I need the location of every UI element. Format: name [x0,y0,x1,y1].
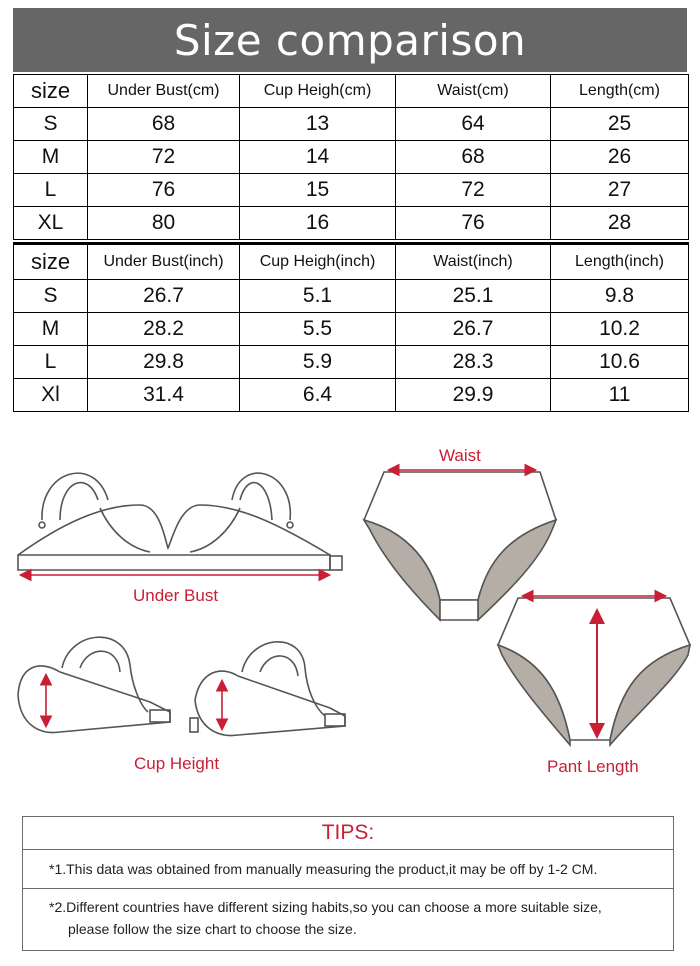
bra-side-illustration-1 [18,637,170,732]
tips-box [22,816,674,951]
table-row [14,108,689,141]
table-cell: 28.3 [396,346,551,379]
tip-2 [23,889,673,940]
table-cell: S [14,280,88,313]
table-cell: 15 [240,174,396,207]
table-cell: 68 [88,108,240,141]
table-cell: 11 [551,379,689,412]
measurement-diagrams [0,420,700,800]
table-row [14,280,689,313]
table-cell: 5.1 [240,280,396,313]
table-cell: 80 [88,207,240,240]
table-cell: L [14,346,88,379]
header-cell: size [14,244,88,280]
table-cell: 26 [551,141,689,174]
bra-front-illustration [18,473,342,570]
table-row [14,174,689,207]
table-cell: 6.4 [240,379,396,412]
table-row [14,313,689,346]
table-cell: 26.7 [396,313,551,346]
table-cell: S [14,108,88,141]
table-cell: 76 [396,207,551,240]
table-cell: Xl [14,379,88,412]
header-cell: Cup Heigh(cm) [240,75,396,108]
cup-height-label: Cup Height [134,754,220,773]
header-cell: Cup Heigh(inch) [240,244,396,280]
tip-2-line-a: *2.Different countries have different sizing habits,so you can choose a more suitable size, [49,899,602,915]
table-cell: 27 [551,174,689,207]
header-cell: Under Bust(cm) [88,75,240,108]
size-table-inch [13,242,689,412]
table-cell: 10.2 [551,313,689,346]
header-cell: size [14,75,88,108]
table-cell: 9.8 [551,280,689,313]
table-cell: 14 [240,141,396,174]
table-cell: 10.6 [551,346,689,379]
table-row [14,141,689,174]
table-cell: 29.8 [88,346,240,379]
page-title: Size comparison [13,8,687,72]
waist-label: Waist [439,446,481,465]
size-table-cm [13,74,689,240]
table-cell: 68 [396,141,551,174]
table-cell: 26.7 [88,280,240,313]
table-cell: 28.2 [88,313,240,346]
table-header-row [14,75,689,108]
table-cell: 31.4 [88,379,240,412]
header-cell: Length(cm) [551,75,689,108]
tip-2-line-b: please follow the size chart to choose the size. [68,921,357,937]
table-header-row [14,244,689,280]
table-cell: 25 [551,108,689,141]
table-row [14,207,689,240]
table-cell: 72 [396,174,551,207]
table-cell: 16 [240,207,396,240]
table-cell: M [14,313,88,346]
table-cell: XL [14,207,88,240]
table-cell: 5.9 [240,346,396,379]
header-cell: Waist(inch) [396,244,551,280]
table-cell: 28 [551,207,689,240]
table-cell: 76 [88,174,240,207]
table-cell: L [14,174,88,207]
tips-heading: TIPS: [23,817,673,850]
under-bust-label: Under Bust [133,586,219,605]
table-cell: M [14,141,88,174]
table-cell: 72 [88,141,240,174]
table-cell: 25.1 [396,280,551,313]
bra-side-illustration-2 [190,642,345,736]
table-cell: 29.9 [396,379,551,412]
tip-1: *1.This data was obtained from manually measuring the product,it may be off by 1-2 CM. [23,850,673,889]
panty-back-illustration [498,598,690,745]
table-row [14,379,689,412]
table-row [14,346,689,379]
table-cell: 64 [396,108,551,141]
table-cell: 5.5 [240,313,396,346]
table-cell: 13 [240,108,396,141]
header-cell: Under Bust(inch) [88,244,240,280]
header-cell: Waist(cm) [396,75,551,108]
pant-length-label: Pant Length [547,757,639,776]
header-cell: Length(inch) [551,244,689,280]
